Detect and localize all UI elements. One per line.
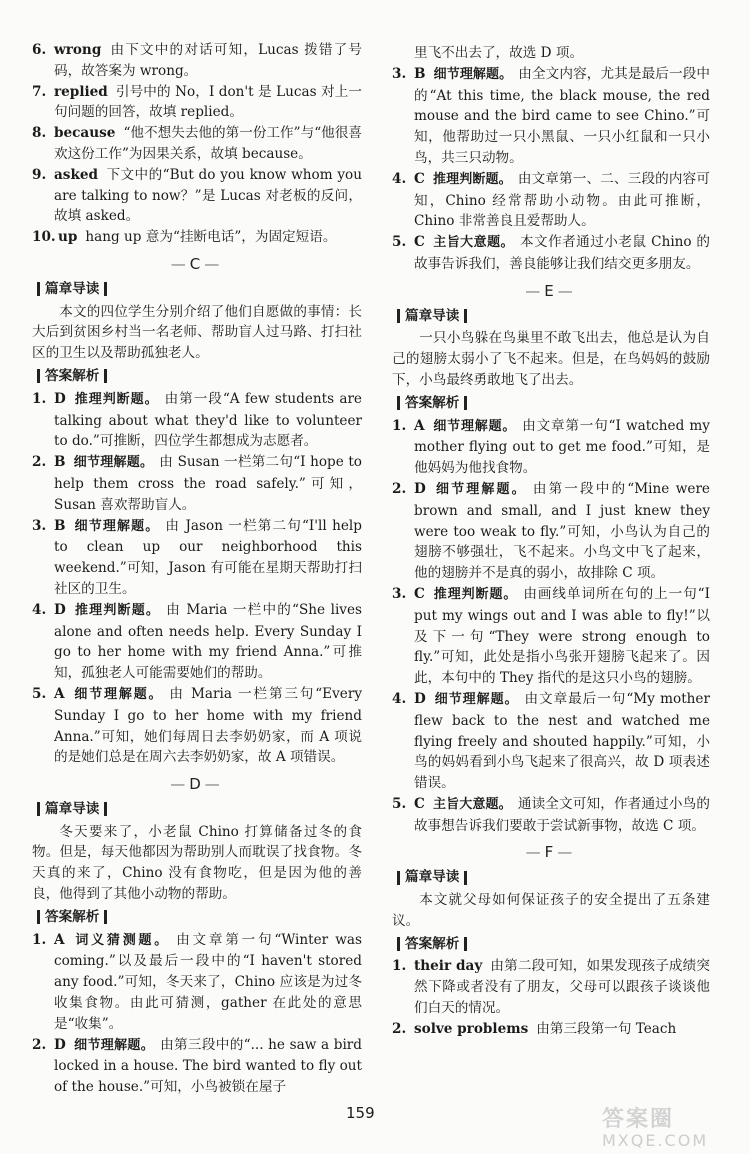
- section-d-answer-header: 答案解析: [32, 907, 362, 928]
- answer-key: A: [54, 931, 65, 948]
- answer-number: 5.: [392, 234, 407, 251]
- answer-item: [392, 584, 710, 689]
- answer-explanation: 通读全文可知，作者通过小鸟的故事想告诉我们要敢于尝试新事物，故选 C 项。: [414, 795, 710, 834]
- question-type: 主旨大意题。: [432, 796, 512, 812]
- answer-item: [32, 452, 362, 515]
- answer-body: [54, 516, 362, 600]
- answer-key: A: [54, 685, 65, 702]
- answer-body: [54, 1035, 362, 1098]
- answer-key: asked: [54, 166, 99, 183]
- answer-body: [54, 82, 362, 124]
- section-e-divider: —E—: [525, 281, 577, 300]
- answer-body: [414, 479, 710, 584]
- answer-explanation: 由文章第一句“Winter was coming.”以及最后一段中的“I haven't stored any food.”可知，冬天来了，Chino 应该是为过冬收集食物。由此可猜测，gather 在此处的意思是“收集”。: [54, 931, 362, 1032]
- answer-number: 9.: [32, 166, 47, 183]
- answer-number: 8.: [32, 125, 47, 142]
- answer-item: [392, 794, 710, 837]
- answer-number: 10.: [32, 229, 56, 246]
- answer-body: [54, 452, 362, 515]
- answer-key: A: [414, 417, 425, 434]
- left-column: [32, 0, 362, 1154]
- question-type: 词义猜测题。: [72, 932, 171, 948]
- answer-number: 3.: [32, 517, 47, 534]
- answer-body: [414, 64, 710, 169]
- answer-body: [54, 165, 362, 227]
- question-type: 推理判断题。: [73, 602, 161, 618]
- answer-explanation: 由第一段中的“Mine were brown and small, and I just knew they were too weak to fly.”可知，小鸟认为自己的翅膀不够强壮，飞不起来。小鸟文中飞了起来，他的翅膀并不是真的弱小，故排除 C 项。: [414, 480, 710, 582]
- answer-item: [32, 165, 362, 227]
- answer-explanation: 由第一段“A few students are talking about what they'd like to volunteer to do.”可推断，四位学生都想成为志愿者。: [54, 390, 362, 450]
- continued-text: 里飞不出去了，故选 D 项。: [414, 45, 584, 61]
- answer-item: [392, 232, 710, 275]
- answer-item: [392, 169, 710, 232]
- answer-item: [392, 956, 710, 1018]
- answer-key: replied: [54, 83, 108, 100]
- answer-explanation: 由 Susan 一栏第二句“I hope to help them cross the road safely.”可知，Susan 喜欢帮助盲人。: [54, 454, 362, 513]
- answer-body: [54, 40, 362, 82]
- answer-body: [414, 232, 710, 275]
- question-type: 推理判断题。: [432, 171, 512, 187]
- watermark-line1: 答案圈: [602, 1107, 675, 1132]
- answer-item: [392, 479, 710, 584]
- answer-explanation: 由文章第一句“I watched my mother flying out to get me food.”可知，是他妈妈为他找食物。: [414, 417, 710, 477]
- answer-key: D: [414, 480, 426, 497]
- answer-explanation: 引号中的 No，I don't 是 Lucas 对上一句问题的回答，故填 replied。: [54, 83, 362, 121]
- answer-body: [414, 1019, 710, 1040]
- answer-number: 2.: [392, 480, 407, 497]
- answer-key: B: [54, 454, 66, 471]
- section-f-letter: F: [544, 843, 558, 862]
- answer-key: C: [414, 234, 425, 251]
- answer-explanation: 本文作者通过小老鼠 Chino 的故事告诉我们，善良能够让我们结交更多朋友。: [414, 234, 710, 272]
- section-c-letter: C: [189, 254, 205, 273]
- answer-key: because: [54, 125, 116, 142]
- section-d-guide-text: 冬天要来了，小老鼠 Chino 打算储备过冬的食物。但是，每天他都因为帮助别人而耽误了找食物。冬天真的来了，Chino 没有食物吃，但是因为他的善良，他得到了其他小动物的帮助。: [32, 823, 362, 903]
- question-type: 细节理解题。: [73, 455, 154, 471]
- answer-item: [32, 123, 362, 165]
- section-c-divider: —C—: [170, 254, 224, 273]
- answer-item: [392, 689, 710, 794]
- answer-item: [32, 227, 362, 248]
- answer-number: 4.: [392, 690, 407, 707]
- question-type: 主旨大意题。: [432, 235, 514, 251]
- section-e-letter: E: [544, 281, 558, 300]
- answer-explanation: 由第三段第一句 Teach: [536, 1020, 677, 1037]
- answer-number: 5.: [32, 685, 47, 702]
- answer-body: [54, 123, 362, 165]
- answer-explanation: 由第二段可知，如果发现孩子成绩突然下降或者没有了朋友，父母可以跟孩子谈谈他们白天的情况。: [414, 958, 710, 1017]
- answer-key: wrong: [54, 42, 102, 58]
- section-e-guide-text: 一只小鸟躲在鸟巢里不敢飞出去，他总是认为自己的翅膀太弱小了飞不起来。但是，在鸟妈妈的鼓励下，小鸟最终勇敢地飞了出去。: [392, 330, 710, 388]
- section-c-answer-header: 答案解析: [32, 366, 362, 387]
- answer-number: 3.: [392, 65, 407, 82]
- answer-body: [414, 416, 710, 479]
- question-type: 细节理解题。: [72, 686, 164, 702]
- answer-explanation: “他不想失去他的第一份工作”与“他很喜欢这份工作”为因果关系，故填 because。: [54, 125, 362, 162]
- answer-number: 2.: [32, 454, 47, 471]
- watermark-line2: MXQE.COM: [602, 1131, 709, 1150]
- section-f-guide-header: 篇章导读: [392, 867, 710, 888]
- answer-number: 4.: [32, 601, 47, 618]
- section-c-guide-text: 本文的四位学生分别介绍了他们自愿做的事情：长大后到贫困乡村当一名老师、帮助盲人过马路、打扫社区的卫生以及帮助孤独老人。: [32, 303, 362, 362]
- answer-key: D: [54, 390, 66, 407]
- answer-number: 7.: [32, 83, 47, 100]
- section-e-answer-header: 答案解析: [392, 393, 710, 414]
- section-c-guide-header: 篇章导读: [32, 279, 362, 300]
- section-f-answer-header: 答案解析: [392, 934, 710, 955]
- answer-item: [392, 64, 710, 169]
- answer-body: [414, 956, 710, 1018]
- answer-key: C: [414, 170, 425, 187]
- answer-body: [58, 227, 362, 248]
- answer-item: [32, 684, 362, 768]
- answer-key: D: [54, 1036, 66, 1053]
- section-f-divider: —F—: [525, 843, 577, 862]
- answer-item: [32, 600, 362, 684]
- answer-key: their day: [414, 958, 483, 975]
- answer-body: [414, 169, 710, 232]
- answer-explanation: 由文章第一、二、三段的内容可知，Chino 经常帮助小动物。由此可推断，Chino 非常善良且爱帮助人。: [414, 170, 710, 230]
- answer-item: [392, 416, 710, 479]
- answer-body: [414, 584, 710, 689]
- answer-body: [54, 930, 362, 1035]
- answer-number: 4.: [392, 170, 407, 187]
- answer-explanation: 由文章最后一句“My mother flew back to the nest and watched me flying freely and shouted happily.”可知，小鸟的妈妈看到小鸟飞起来了很高兴，故 D 项表述错误。: [414, 690, 710, 792]
- answer-item: [32, 389, 362, 452]
- question-type: 细节理解题。: [433, 691, 519, 707]
- answer-explanation: 由 Maria 一栏第三句“Every Sunday I go to her home with my friend Anna.”可知，她们每周日去李奶奶家，而 A 项说的是她们总是在周六去李奶奶家，故 A 项错误。: [54, 685, 362, 766]
- answer-explanation: 由全文内容，尤其是最后一段中的“At this time, the black mouse, the red mouse and the bird came to see Chino.”可知，他帮助过一只小黑鼠、一只小红鼠和一只小鸟，共三只动物。: [414, 65, 710, 166]
- question-type: 推理判断题。: [432, 586, 518, 602]
- right-column: [392, 0, 710, 1154]
- answer-item: [392, 1019, 710, 1040]
- answer-body: [54, 389, 362, 452]
- answer-key: solve problems: [414, 1020, 529, 1037]
- answer-explanation: 由 Jason 一栏第二句“I'll help to clean up our neighborhood this weekend.”可知，Jason 有可能在星期天帮助打扫社区的卫生。: [54, 517, 362, 597]
- question-type: 推理判断题。: [73, 391, 159, 407]
- answer-number: 1.: [32, 390, 47, 407]
- section-d-answers: [32, 930, 362, 1098]
- answer-number: 1.: [392, 958, 407, 975]
- question-type: 细节理解题。: [73, 1037, 155, 1053]
- section-b-tail: [32, 40, 362, 248]
- answer-item: [32, 82, 362, 124]
- answer-item: [32, 516, 362, 600]
- answer-key: C: [414, 795, 425, 812]
- section-f-answers: [392, 956, 710, 1039]
- section-d-guide-header: 篇章导读: [32, 799, 362, 820]
- answer-number: 5.: [392, 795, 407, 812]
- answer-body: [414, 689, 710, 794]
- answer-key: up: [58, 229, 78, 246]
- section-f-guide-text: 本文就父母如何保证孩子的安全提出了五条建议。: [392, 892, 710, 929]
- answer-number: 6.: [32, 42, 47, 58]
- answer-number: 1.: [32, 931, 47, 948]
- section-d-letter: D: [189, 775, 205, 794]
- answer-number: 3.: [392, 585, 407, 602]
- question-type: 细节理解题。: [432, 418, 517, 434]
- answer-key: D: [54, 601, 66, 618]
- answer-explanation: hang up 意为“挂断电话”，为固定短语。: [85, 229, 337, 246]
- answer-explanation: 下文中的“But do you know whom you are talking to now？”是 Lucas 对老板的反问，故填 asked。: [54, 166, 362, 225]
- section-c-answers: [32, 389, 362, 768]
- answer-item: [32, 1035, 362, 1098]
- answer-body: [414, 794, 710, 837]
- section-d-answers-continued: [392, 64, 710, 275]
- answer-number: 2.: [32, 1036, 47, 1053]
- section-e-guide-header: 篇章导读: [392, 306, 710, 327]
- answer-number: 2.: [392, 1020, 407, 1037]
- answer-explanation: 由下文中的对话可知，Lucas 拨错了号码，故答案为 wrong。: [54, 42, 362, 79]
- answer-explanation: 由 Maria 一栏中的“She lives alone and often needs help. Every Sunday I go to her home with my friend Anna.”可推知，孤独老人可能需要她们的帮助。: [54, 601, 362, 682]
- question-type: 细节理解题。: [73, 518, 160, 534]
- answer-item: [32, 40, 362, 82]
- section-d-divider: —D—: [170, 775, 224, 794]
- answer-explanation: 由第三段中的“... he saw a bird locked in a house. The bird wanted to fly out of the house.”可知，小鸟被锁在屋子: [54, 1036, 362, 1096]
- answer-key: B: [54, 517, 66, 534]
- section-e-answers: [392, 416, 710, 837]
- watermark-logo: [602, 1102, 742, 1150]
- page-number: 159: [346, 1104, 375, 1122]
- answer-number: 1.: [392, 417, 407, 434]
- answer-body: [54, 684, 362, 768]
- answer-item: [32, 930, 362, 1035]
- answer-explanation: 由画线单词所在句的上一句“I put my wings out and I was able to fly!”以及下一句“They were strong enough to fly.”可知，此处是指小鸟张开翅膀飞起来了。因此，本句中的 They 指代的是这只小鸟的翅膀。: [414, 585, 710, 687]
- answer-key: B: [414, 65, 426, 82]
- answer-key: D: [414, 690, 426, 707]
- question-type: 细节理解题。: [433, 481, 527, 497]
- answer-key: C: [414, 585, 425, 602]
- answer-body: [54, 600, 362, 684]
- question-type: 细节理解题。: [433, 66, 513, 82]
